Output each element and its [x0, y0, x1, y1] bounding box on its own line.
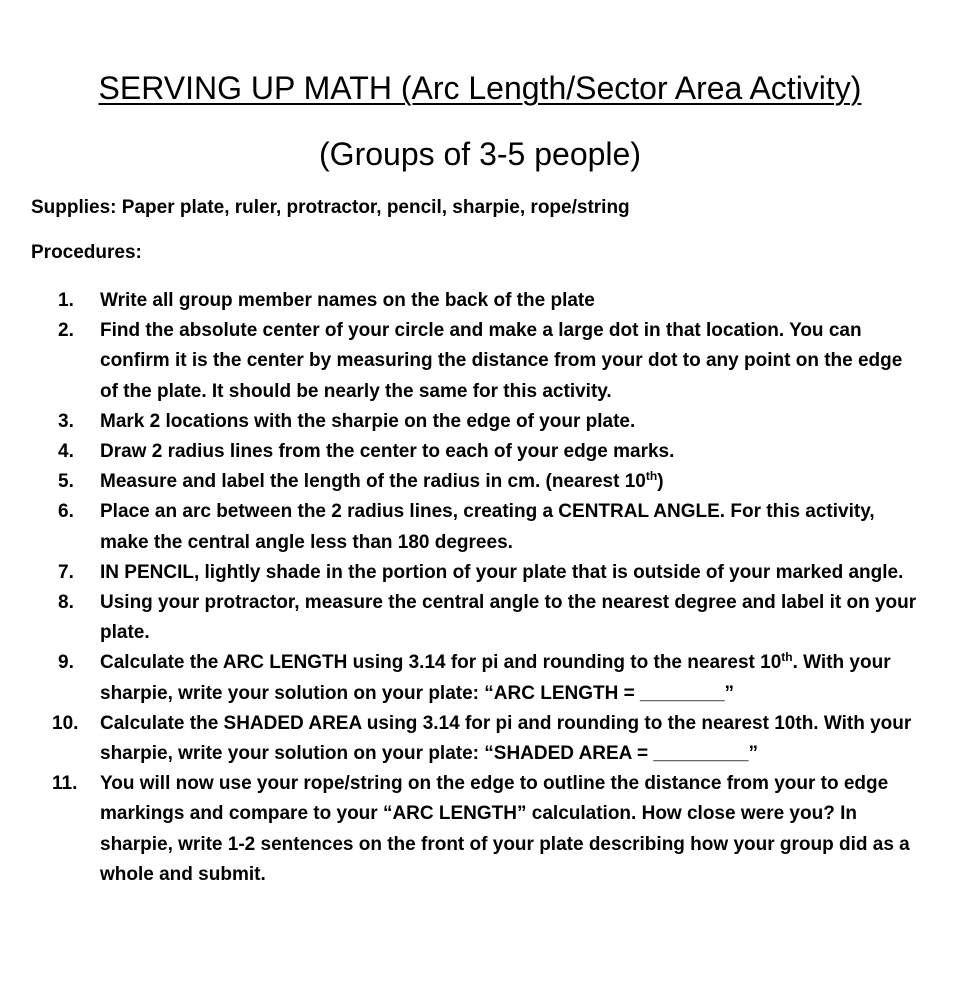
step-number: 4.	[58, 441, 74, 463]
step-text: Mark 2 locations with the sharpie on the edge of your plate.	[100, 410, 636, 432]
step-text: Using your protractor, measure the central angle to the nearest degree and label it on your plate.	[100, 592, 917, 644]
step-text: Place an arc between the 2 radius lines, creating a CENTRAL ANGLE. For this activity, make the central angle less than 180 degrees.	[100, 501, 875, 553]
page-title	[0, 66, 960, 110]
superscript-th: th	[781, 650, 793, 665]
step-text: Calculate the ARC LENGTH using 3.14 for pi and rounding to the nearest 10	[100, 652, 782, 674]
step-number: 11.	[52, 773, 78, 795]
step-text: Find the absolute center of your circle and make a large dot in that location. You can confirm it is the center by measuring the distance from your dot to any point on the edge of the plate. It should be nearly the same for this activity.	[100, 320, 903, 402]
superscript-th: th	[645, 469, 658, 484]
step-item	[0, 407, 918, 437]
page-subtitle: (Groups of 3-5 people)	[319, 136, 641, 172]
step-number: 3.	[58, 410, 74, 432]
step-item	[0, 467, 918, 497]
step-text: You will now use your rope/string on the edge to outline the distance from your to edge markings and compare to your “ARC LENGTH” calculation. How close were you? In sharpie, write 1-2 sentences on the front of your plate describing how your group did as a whole and submit.	[100, 773, 910, 885]
supplies-line: Supplies: Paper plate, ruler, protractor, pencil, sharpie, rope/string	[31, 197, 630, 218]
step-item	[0, 558, 918, 588]
step-text: Calculate the SHADED AREA using 3.14 for pi and rounding to the nearest 10th. With your sharpie, write your solution on your plate: “SHADED AREA = _________”	[100, 712, 912, 765]
step-number: 10.	[52, 712, 79, 734]
step-item	[0, 709, 918, 769]
step-item	[0, 437, 918, 467]
step-text: Write all group member names on the back of the plate	[100, 290, 595, 311]
step-number: 7.	[58, 561, 74, 583]
step-text: Measure and label the length of the radius in cm. (nearest 10	[100, 471, 646, 493]
step-item	[0, 286, 918, 316]
procedure-steps	[0, 286, 930, 890]
step-number: 5.	[58, 471, 74, 493]
step-number: 9.	[58, 652, 74, 674]
step-text-end: . With your sharpie, write your solution on your plate: “ARC LENGTH = ________”	[100, 652, 891, 704]
procedures-heading: Procedures:	[31, 242, 142, 263]
page-title-text: SERVING UP MATH (Arc Length/Sector Area Activity)	[98, 70, 862, 106]
step-text-end: )	[657, 471, 664, 493]
step-number: 8.	[58, 592, 74, 614]
step-item	[0, 497, 918, 557]
step-text: IN PENCIL, lightly shade in the portion of your plate that is outside of your marked angle.	[100, 561, 904, 583]
step-text: Draw 2 radius lines from the center to each of your edge marks.	[100, 441, 675, 463]
step-number: 1.	[58, 290, 74, 311]
step-number: 2.	[58, 320, 74, 342]
step-item	[0, 769, 918, 890]
step-number: 6.	[58, 501, 74, 523]
step-item	[0, 316, 918, 407]
step-item	[0, 648, 918, 708]
step-item	[0, 588, 918, 648]
